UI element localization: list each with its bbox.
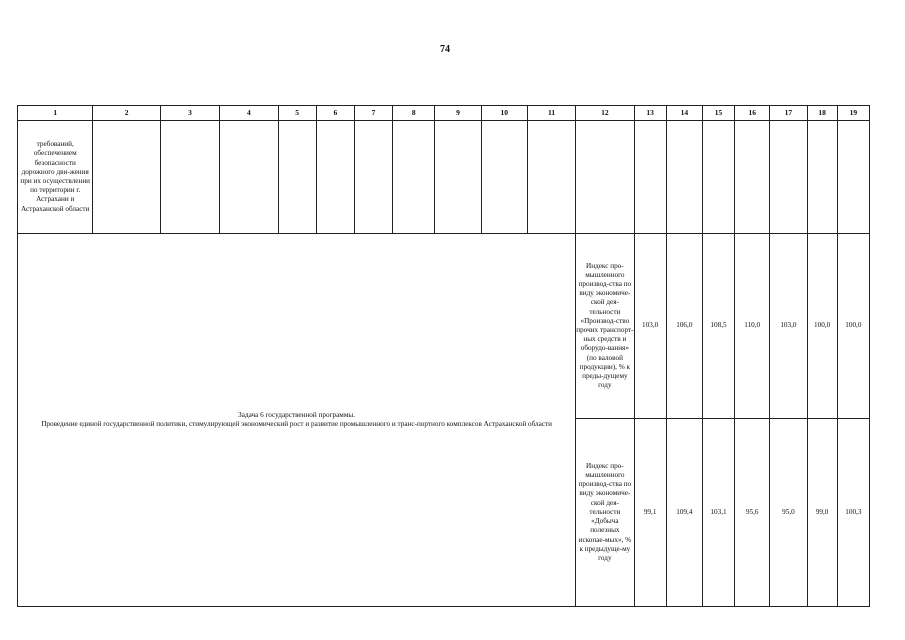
col-header-18: 18 — [807, 106, 837, 121]
table-cell — [278, 121, 316, 234]
page-number: 74 — [440, 44, 450, 55]
col-header-8: 8 — [393, 106, 435, 121]
table-cell — [481, 121, 527, 234]
table-cell — [220, 121, 278, 234]
indicator-1-value-18: 100,0 — [807, 234, 837, 419]
indicator-1-value-19: 100,0 — [837, 234, 869, 419]
column-number-row — [18, 106, 870, 121]
table-cell — [807, 121, 837, 234]
col-header-11: 11 — [527, 106, 575, 121]
col-header-6: 6 — [316, 106, 354, 121]
table-cell — [770, 121, 807, 234]
indicator-1-value-16: 110,0 — [735, 234, 770, 419]
indicator-2-value-17: 95,0 — [770, 419, 807, 607]
col-header-16: 16 — [735, 106, 770, 121]
col-header-4: 4 — [220, 106, 278, 121]
indicator-1-value-17: 103,0 — [770, 234, 807, 419]
col-header-15: 15 — [702, 106, 734, 121]
indicator-2-value-15: 103,1 — [702, 419, 734, 607]
col-header-2: 2 — [93, 106, 160, 121]
table-cell — [634, 121, 666, 234]
table-cell — [354, 121, 392, 234]
col-header-1: 1 — [18, 106, 93, 121]
col-header-13: 13 — [634, 106, 666, 121]
table-cell — [160, 121, 219, 234]
indicator-2-value-13: 99,1 — [634, 419, 666, 607]
table-cell — [702, 121, 734, 234]
table-cell — [93, 121, 160, 234]
table-cell — [576, 121, 634, 234]
indicator-name-1: Индекс про-мышленного производ-ства по виду экономиче-ской дея-тельности «Производ-ство прочих транспорт-ных средств и оборудо-вания» (по валовой продукции), % к преды-дущему году — [576, 234, 634, 419]
col-header-19: 19 — [837, 106, 869, 121]
indicator-2-value-14: 109,4 — [666, 419, 702, 607]
indicator-2-value-18: 99,0 — [807, 419, 837, 607]
col-header-12: 12 — [576, 106, 634, 121]
indicator-1-value-14: 106,0 — [666, 234, 702, 419]
row-continuation-text: требований, обеспечением безопасности дорожного дви-жения при их осуществлении по территории г. Астрахани и Астраханской области — [18, 121, 93, 234]
table-row — [18, 234, 870, 419]
col-header-9: 9 — [435, 106, 481, 121]
table-cell — [393, 121, 435, 234]
indicator-1-value-13: 103,0 — [634, 234, 666, 419]
col-header-14: 14 — [666, 106, 702, 121]
task-title: Задача 6 государственной программы. — [238, 410, 356, 419]
task-description-cell — [18, 234, 576, 607]
col-header-17: 17 — [770, 106, 807, 121]
table-row — [18, 121, 870, 234]
table-cell — [435, 121, 481, 234]
task-text: Проведение единой государственной политики, стимулирующей экономический рост и развитие промышленного и транс-портного комплексов Астраханской области — [41, 420, 553, 428]
table-cell — [666, 121, 702, 234]
table-cell — [527, 121, 575, 234]
table-cell — [316, 121, 354, 234]
col-header-10: 10 — [481, 106, 527, 121]
col-header-5: 5 — [278, 106, 316, 121]
indicator-1-value-15: 108,5 — [702, 234, 734, 419]
indicator-2-value-19: 100,3 — [837, 419, 869, 607]
col-header-3: 3 — [160, 106, 219, 121]
table-cell — [837, 121, 869, 234]
col-header-7: 7 — [354, 106, 392, 121]
program-table — [17, 105, 870, 607]
indicator-2-value-16: 95,6 — [735, 419, 770, 607]
table-cell — [735, 121, 770, 234]
indicator-name-2: Индекс про-мышленного производ-ства по виду экономиче-ской дея-тельности «Добыча полезных ископае-мых», % к предыдуще-му году — [576, 419, 634, 607]
